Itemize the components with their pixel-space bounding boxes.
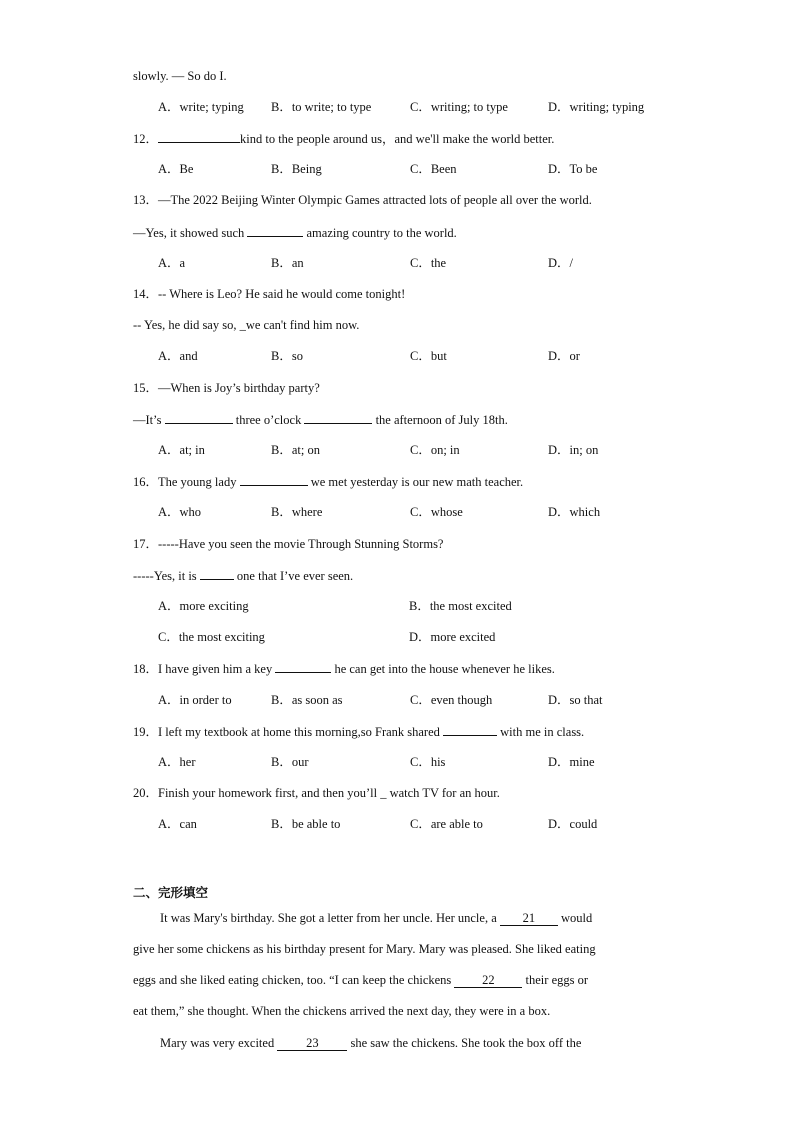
q20-stem: 20．Finish your homework first, and then you’ll _ watch TV for an hour. [133, 786, 500, 800]
q12-option-c: C．Been [410, 162, 457, 176]
q12-blank [158, 130, 240, 143]
cloze-line-5-after: she saw the chickens. She took the box off the [350, 1036, 582, 1050]
q12-text: kind to the people around us，and we'll make the world better. [240, 132, 555, 146]
q14-option-c: C．but [410, 349, 447, 363]
q16-stem [133, 473, 523, 490]
q19-stem [133, 723, 584, 740]
q20-option-d: D．could [548, 817, 598, 831]
q16-before: 16．The young lady [133, 475, 237, 489]
q16-blank [240, 473, 308, 486]
cloze-line-3-after: their eggs or [525, 973, 589, 987]
q13-option-d: D．/ [548, 256, 574, 270]
cloze-blank-23: 23 [277, 1036, 347, 1051]
q16-option-d: D．which [548, 505, 601, 519]
q15-line1: 15．—When is Joy’s birthday party? [133, 381, 320, 395]
q19-option-c: C．his [410, 755, 446, 769]
q18-after: he can get into the house whenever he likes. [334, 662, 555, 676]
q15-option-b: B．at; on [271, 443, 320, 457]
q17-option-c: C．the most exciting [158, 630, 265, 644]
q18-blank [275, 660, 331, 673]
q17-line1: 17．-----Have you seen the movie Through Stunning Storms? [133, 537, 444, 551]
cloze-line-1-before: It was Mary's birthday. She got a letter from her uncle. Her uncle, a [160, 911, 497, 925]
q15-line2 [133, 411, 508, 428]
q14-line1: 14．-- Where is Leo? He said he would come tonight! [133, 287, 406, 301]
q16-option-a: A．who [158, 505, 202, 519]
cloze-blank-22: 22 [454, 973, 522, 988]
cloze-line-3 [133, 972, 663, 988]
q13-blank [247, 224, 303, 237]
q12-option-a: A．Be [158, 162, 194, 176]
q17-blank [200, 567, 234, 580]
q18-before: 18．I have given him a key [133, 662, 273, 676]
q19-option-a: A．her [158, 755, 196, 769]
cloze-line-2: give her some chickens as his birthday present for Mary. Mary was pleased. She liked eating [133, 942, 596, 956]
cloze-line-3-before: eggs and she liked eating chicken, too. “I can keep the chickens [133, 973, 452, 987]
section-title-cloze: 二、完形填空 [133, 885, 209, 900]
q15-option-c: C．on; in [410, 443, 460, 457]
q19-blank [443, 723, 497, 736]
q19-option-b: B．our [271, 755, 309, 769]
q13-option-b: B．an [271, 256, 304, 270]
q20-option-a: A．can [158, 817, 197, 831]
q15-option-a: A．at; in [158, 443, 205, 457]
q14-line2: -- Yes, he did say so, _we can't find him now. [133, 318, 360, 332]
q12-option-d: D．To be [548, 162, 598, 176]
q15-blank-1 [165, 411, 233, 424]
q13-line2-before: —Yes, it showed such [133, 226, 245, 240]
q11-option-a: A．write; typing [158, 100, 244, 114]
q11-option-b: B．to write; to type [271, 100, 372, 114]
cloze-line-1-after: would [561, 911, 593, 925]
q19-option-d: D．mine [548, 755, 595, 769]
q12-stem [133, 130, 554, 147]
q14-option-b: B．so [271, 349, 303, 363]
q18-option-b: B．as soon as [271, 693, 343, 707]
q16-option-c: C．whose [410, 505, 463, 519]
q13-option-a: A．a [158, 256, 186, 270]
q18-option-c: C．even though [410, 693, 493, 707]
q11-option-c: C．writing; to type [410, 100, 508, 114]
q17-line2-after: one that I’ve ever seen. [236, 569, 354, 583]
q13-line2 [133, 224, 457, 241]
q15-line2-a: —It’s [133, 413, 162, 427]
q17-line2-before: -----Yes, it is [133, 569, 197, 583]
q18-stem [133, 660, 555, 677]
q16-after: we met yesterday is our new math teacher. [310, 475, 524, 489]
q13-option-c: C．the [410, 256, 447, 270]
q15-line2-c: the afternoon of July 18th. [375, 413, 508, 427]
q15-option-d: D．in; on [548, 443, 599, 457]
cloze-blank-21: 21 [500, 911, 558, 926]
q15-blank-2 [304, 411, 372, 424]
q13-line2-after: amazing country to the world. [306, 226, 457, 240]
q17-option-b: B．the most excited [409, 599, 512, 613]
cloze-line-1 [133, 910, 690, 926]
q17-option-a: A．more exciting [158, 599, 249, 613]
q11-option-d: D．writing; typing [548, 100, 645, 114]
q20-option-c: C．are able to [410, 817, 483, 831]
q13-line1: 13．—The 2022 Beijing Winter Olympic Games attracted lots of people all over the world. [133, 193, 592, 207]
q19-after: with me in class. [500, 725, 585, 739]
q20-option-b: B．be able to [271, 817, 341, 831]
q14-option-a: A．and [158, 349, 198, 363]
cloze-line-5-before: Mary was very excited [160, 1036, 275, 1050]
cloze-line-4: eat them,” she thought. When the chickens arrived the next day, they were in a box. [133, 1004, 551, 1018]
cloze-line-5 [133, 1035, 690, 1051]
q15-line2-b: three o’clock [235, 413, 302, 427]
q17-line2 [133, 567, 353, 584]
q14-option-d: D．or [548, 349, 580, 363]
q18-option-d: D．so that [548, 693, 603, 707]
q16-option-b: B．where [271, 505, 323, 519]
q12-number: 12． [133, 132, 159, 146]
q18-option-a: A．in order to [158, 693, 232, 707]
q17-option-d: D．more excited [409, 630, 496, 644]
q19-before: 19．I left my textbook at home this morning,so Frank shared [133, 725, 440, 739]
q11-stem: slowly. — So do I. [133, 69, 227, 83]
q12-option-b: B．Being [271, 162, 322, 176]
